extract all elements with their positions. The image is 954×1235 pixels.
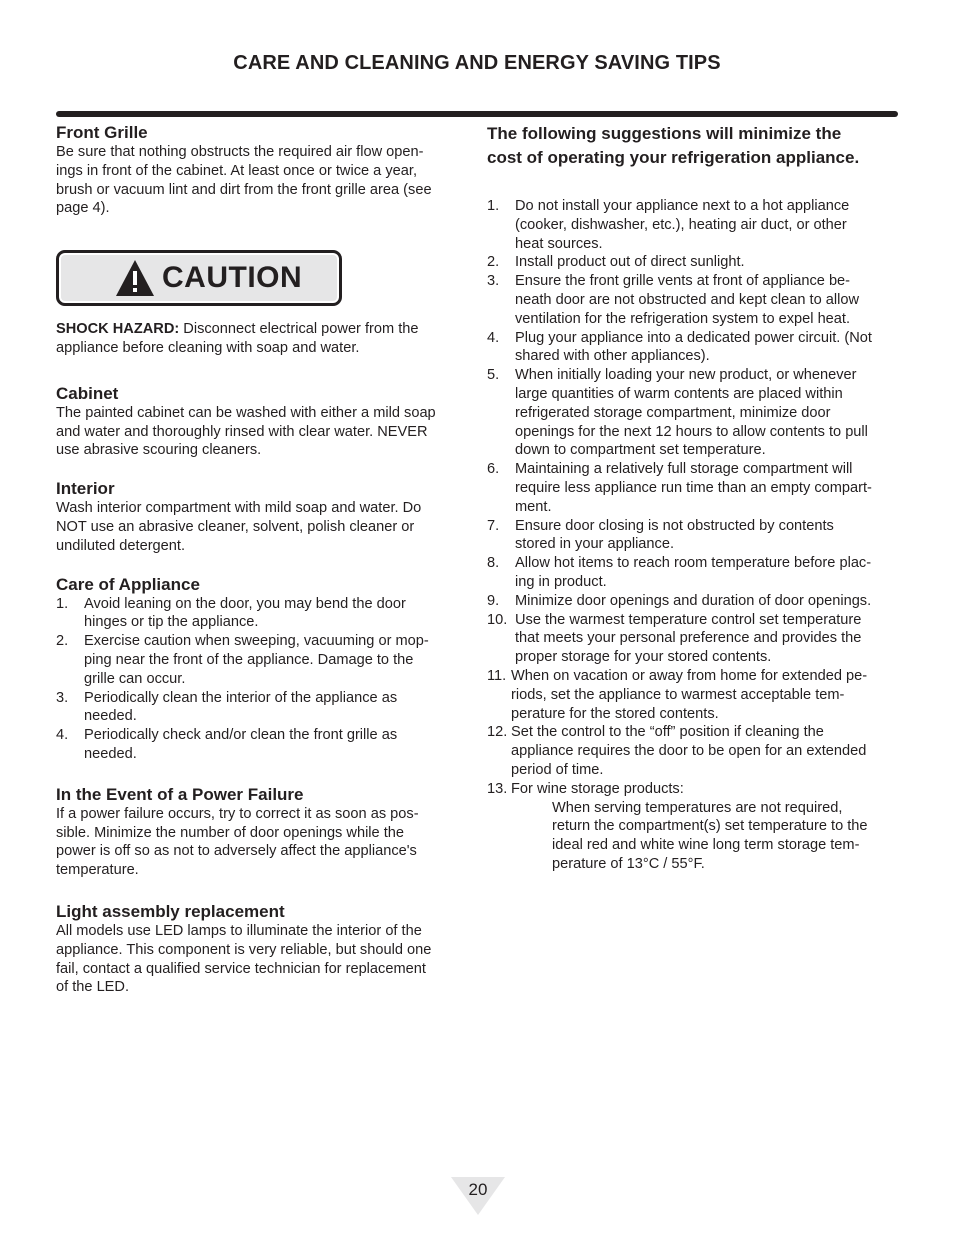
item-text	[515, 592, 871, 611]
text-line: fail, contact a qualified service technician for replacement	[56, 960, 426, 977]
text-line: Maintaining a relatively full storage compartment will	[515, 461, 853, 478]
item-text	[511, 723, 866, 779]
text-line: ideal red and white wine long term storage tem-	[552, 837, 860, 854]
item-text	[515, 366, 868, 460]
item-number: 6.	[487, 461, 500, 478]
energy-tips-list	[487, 197, 901, 799]
cabinet-heading: Cabinet	[56, 383, 119, 403]
text-line: ing in product.	[515, 573, 607, 590]
shock-hazard-text	[56, 320, 464, 358]
interior-text	[56, 499, 464, 555]
text-line: appliance requires the door to be open for an extended	[511, 743, 867, 760]
text-line: Periodically check and/or clean the front grille as	[84, 727, 398, 744]
text-line: page 4).	[56, 200, 110, 217]
text-line: use abrasive scouring cleaners.	[56, 442, 262, 459]
text-line: undiluted detergent.	[56, 537, 186, 554]
item-text	[511, 780, 684, 799]
light-assembly-heading: Light assembly replacement	[56, 901, 285, 921]
spacer	[487, 183, 901, 197]
list-item	[487, 592, 901, 611]
text-line: ings in front of the cabinet. At least once or twice a year,	[56, 162, 417, 179]
text-line: cost of operating your refrigeration appliance.	[487, 147, 860, 167]
text-line: Ensure door closing is not obstructed by contents	[515, 517, 834, 534]
text-line: period of time.	[511, 761, 604, 778]
item-text	[515, 611, 861, 667]
left-column	[56, 122, 464, 1015]
text-line: brush or vacuum lint and dirt from the front grille area (see	[56, 181, 432, 198]
list-item	[487, 366, 901, 460]
text-line: down to compartment set temperature.	[515, 442, 766, 459]
text-line: needed.	[84, 708, 137, 725]
text-line: temperature.	[56, 862, 139, 879]
text-line: perature of 13°C / 55°F.	[552, 855, 705, 872]
item-number: 1.	[487, 198, 500, 214]
list-item	[487, 723, 901, 779]
text-line: neath door are not obstructed and kept clean to allow	[515, 291, 859, 308]
text-line: All models use LED lamps to illuminate the interior of the	[56, 922, 422, 939]
item-text	[515, 253, 745, 272]
text-line: riods, set the appliance to warmest acceptable tem-	[511, 686, 845, 703]
list-item	[487, 329, 901, 367]
cabinet-section	[56, 383, 464, 460]
text-line: When initially loading your new product, or whenever	[515, 367, 857, 384]
item-text	[84, 726, 397, 764]
text-line: openings for the next 12 hours to allow contents to pull	[515, 423, 868, 440]
power-failure-text	[56, 805, 464, 880]
item-text	[515, 517, 834, 555]
item-text	[515, 197, 849, 253]
text-line: stored in your appliance.	[515, 536, 675, 553]
front-grille-section	[56, 122, 464, 218]
item-text	[511, 667, 867, 723]
text-line: Be sure that nothing obstructs the required air flow open-	[56, 144, 424, 160]
text-line: ment.	[515, 498, 552, 515]
text-line: The painted cabinet can be washed with either a mild soap	[56, 404, 436, 421]
item-number: 8.	[487, 555, 500, 572]
text-line: Ensure the front grille vents at front of appliance be-	[515, 273, 851, 290]
item-number: 2.	[487, 254, 500, 271]
list-item	[56, 632, 464, 688]
item-text	[515, 272, 859, 328]
text-line: shared with other appliances).	[515, 348, 710, 365]
wine-storage-note	[552, 799, 901, 874]
item-text	[84, 595, 406, 633]
interior-section	[56, 478, 464, 555]
text-line: return the compartment(s) set temperature to the	[552, 818, 868, 835]
text-line: large quantities of warm contents are placed within	[515, 385, 843, 402]
header-rule	[56, 111, 898, 117]
text-line: The following suggestions will minimize the	[487, 124, 842, 143]
text-line: If a power failure occurs, try to correct it as soon as pos-	[56, 805, 419, 822]
text-line: Allow hot items to reach room temperature before plac-	[515, 555, 872, 572]
text-line: Avoid leaning on the door, you may bend the door	[84, 595, 406, 612]
text-line: hinges or tip the appliance.	[84, 614, 259, 631]
text-line: refrigerated storage compartment, minimize door	[515, 404, 831, 421]
list-item	[487, 460, 901, 516]
front-grille-heading: Front Grille	[56, 123, 148, 142]
text-line: Set the control to the “off” position if cleaning the	[511, 724, 824, 741]
item-number: 7.	[487, 517, 500, 534]
text-line: When serving temperatures are not required,	[552, 799, 843, 816]
text-line: proper storage for your stored contents.	[515, 649, 772, 666]
text-line: sible. Minimize the number of door openings while the	[56, 824, 405, 841]
item-text	[515, 460, 872, 516]
front-grille-text	[56, 143, 464, 218]
list-item	[56, 689, 464, 727]
item-text	[84, 689, 397, 727]
power-failure-section	[56, 784, 464, 880]
item-number: 3.	[487, 273, 500, 290]
text-line: and water and thoroughly rinsed with clear water. NEVER	[56, 423, 428, 440]
text-line: appliance before cleaning with soap and water.	[56, 339, 360, 356]
page-number-badge	[451, 1177, 505, 1215]
text-line: Wash interior compartment with mild soap and water. Do	[56, 500, 422, 517]
right-column	[487, 122, 901, 874]
care-of-appliance-heading: Care of Appliance	[56, 574, 200, 594]
text-line: require less appliance run time than an empty compart-	[515, 479, 872, 496]
list-item	[487, 272, 901, 328]
text-line: of the LED.	[56, 979, 130, 996]
shock-hazard-section	[56, 320, 464, 358]
light-assembly-section	[56, 901, 464, 997]
text-line: For wine storage products:	[511, 780, 684, 797]
list-item	[487, 780, 901, 799]
list-item	[56, 726, 464, 764]
text-line: ventilation for the refrigeration system to expel heat.	[515, 310, 851, 327]
page-number: 20	[468, 1180, 488, 1199]
text-line: needed.	[84, 745, 137, 762]
hazard-label: SHOCK HAZARD:	[56, 321, 180, 338]
text-line: Disconnect electrical power from the	[179, 321, 419, 338]
text-line: Periodically clean the interior of the appliance as	[84, 689, 398, 706]
text-line: Plug your appliance into a dedicated power circuit. (Not	[515, 329, 872, 346]
item-number: 2.	[56, 633, 69, 650]
caution-banner	[56, 250, 342, 306]
item-number: 11.	[487, 667, 507, 684]
text-line: Exercise caution when sweeping, vacuuming or mop-	[84, 633, 429, 650]
text-line: Minimize door openings and duration of door openings.	[515, 592, 872, 609]
list-item	[487, 667, 901, 723]
item-number: 4.	[487, 329, 500, 346]
text-line: When on vacation or away from home for extended pe-	[511, 667, 868, 684]
text-line: that meets your personal preference and provides the	[515, 630, 862, 647]
item-number: 10.	[487, 611, 508, 628]
energy-tips-heading	[487, 122, 901, 169]
list-item	[487, 253, 901, 272]
item-number: 13.	[487, 780, 508, 797]
text-line: perature for the stored contents.	[511, 705, 719, 722]
item-text	[515, 329, 872, 367]
text-line: appliance. This component is very reliable, but should one	[56, 941, 432, 958]
item-number: 3.	[56, 689, 69, 706]
item-number: 5.	[487, 367, 500, 384]
text-line: NOT use an abrasive cleaner, solvent, polish cleaner or	[56, 518, 415, 535]
list-item	[487, 554, 901, 592]
item-number: 1.	[56, 595, 69, 612]
item-text	[515, 554, 871, 592]
caution-label: CAUTION	[162, 261, 303, 295]
light-assembly-text	[56, 922, 464, 997]
text-line: (cooker, dishwasher, etc.), heating air duct, or other	[515, 216, 847, 233]
text-line: grille can occur.	[84, 670, 186, 687]
list-item	[487, 517, 901, 555]
list-item	[487, 197, 901, 253]
list-item	[487, 611, 901, 667]
text-line: Install product out of direct sunlight.	[515, 254, 745, 271]
care-list	[56, 595, 464, 764]
item-number: 4.	[56, 727, 69, 744]
list-item	[56, 595, 464, 633]
text-line: power is off so as not to adversely affect the appliance's	[56, 843, 417, 860]
item-text	[84, 632, 429, 688]
interior-heading: Interior	[56, 479, 115, 499]
cabinet-text	[56, 404, 464, 460]
page-title: CARE AND CLEANING AND ENERGY SAVING TIPS	[233, 52, 721, 74]
text-line: Use the warmest temperature control set temperature	[515, 611, 862, 628]
text-line: Do not install your appliance next to a hot appliance	[515, 198, 850, 214]
item-number: 12.	[487, 724, 508, 741]
item-number: 9.	[487, 592, 500, 609]
power-failure-heading: In the Event of a Power Failure	[56, 784, 304, 804]
warning-triangle-icon	[114, 258, 156, 298]
text-line: ping near the front of the appliance. Damage to the	[84, 651, 414, 668]
text-line: heat sources.	[515, 235, 603, 252]
care-of-appliance-section	[56, 574, 464, 764]
